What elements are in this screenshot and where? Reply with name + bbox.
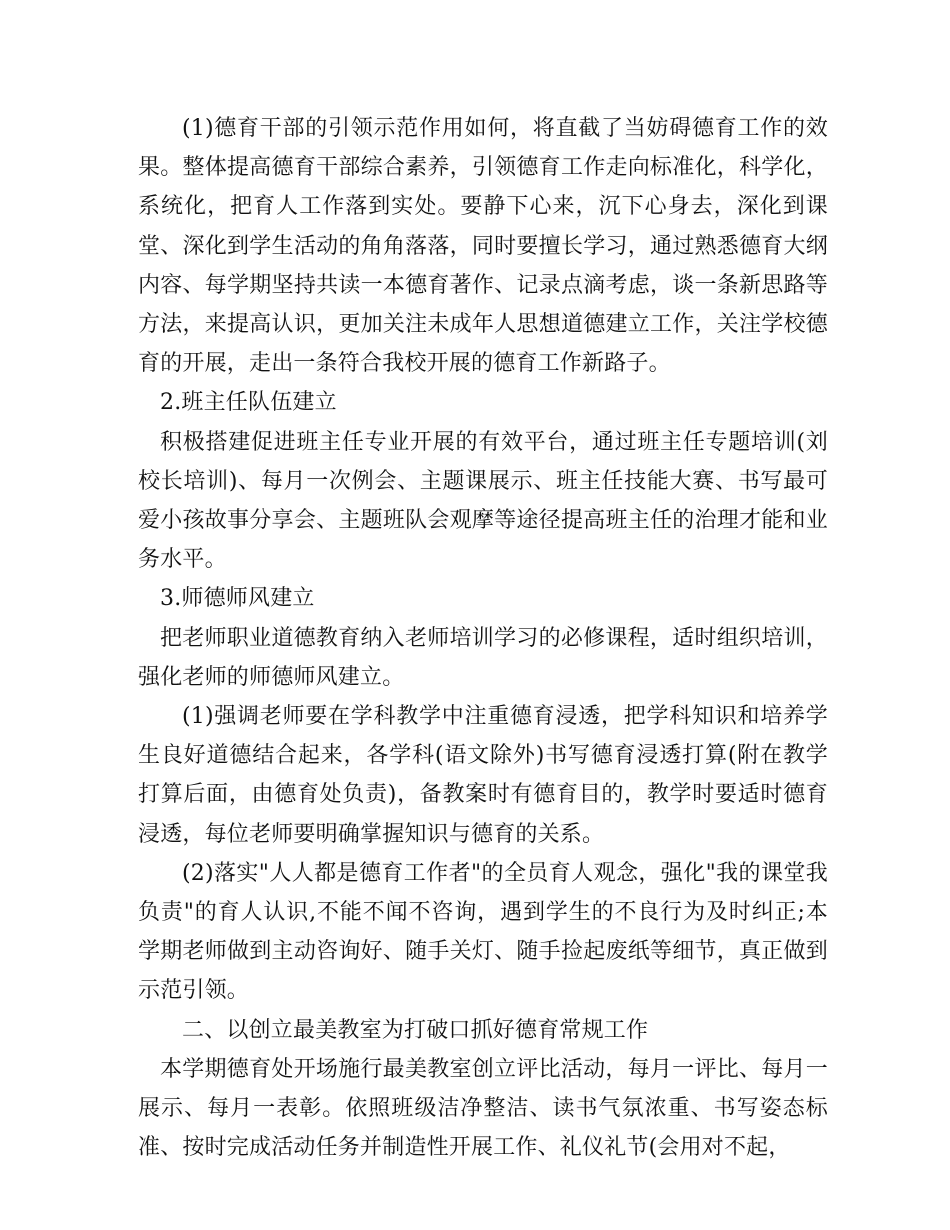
document-body	[138, 109, 828, 1167]
paragraph-teacher-ethics-training: 把老师职业道德教育纳入老师培训学习的必修课程，适时组织培训，强化老师的师德师风建立。	[138, 625, 828, 690]
paragraph-all-staff-education: (2)落实"人人都是德育工作者"的全员育人观念，强化"我的课堂我负责"的育人认识,不能不闻不咨询，遇到学生的不良行为及时纠正;本学期老师做到主动咨询好、随手关灯、随手捡起废纸等细节，真正做到示范引领。	[138, 860, 828, 1004]
section-heading-teacher-ethics: 3.师德师风建立	[160, 586, 315, 612]
section-heading-best-classroom: 二、以创立最美教室为打破口抓好德育常规工作	[182, 1017, 649, 1043]
paragraph-head-teacher-platform: 积极搭建促进班主任专业开展的有效平台，通过班主任专题培训(刘校长培训)、每月一次例会、主题课展示、班主任技能大赛、书写最可爱小孩故事分享会、主题班队会观摩等途径提高班主任的治理才能和业务水平。	[138, 429, 828, 573]
section-heading-head-teacher-team: 2.班主任队伍建立	[160, 390, 337, 416]
paragraph-best-classroom-activity: 本学期德育处开场施行最美教室创立评比活动，每月一评比、每月一展示、每月一表彰。依照班级洁净整洁、读书气氛浓重、书写姿态标准、按时完成活动任务并制造性开展工作、礼仪礼节(会用对不起，	[138, 1056, 828, 1161]
paragraph-subject-moral-education: (1)强调老师要在学科教学中注重德育浸透，把学科知识和培养学生良好道德结合起来，各学科(语文除外)书写德育浸透打算(附在教学打算后面，由德育处负责)，备教案时有德育目的，教学时要适时德育浸透，每位老师要明确掌握知识与德育的关系。	[138, 704, 828, 847]
paragraph-cadre-role: (1)德育干部的引领示范作用如何，将直截了当妨碍德育工作的效果。整体提高德育干部综合素养，引领德育工作走向标准化，科学化，系统化，把育人工作落到实处。要静下心来，沉下心身去，深化到课堂、深化到学生活动的角角落落，同时要擅长学习，通过熟悉德育大纲内容、每学期坚持共读一本德育著作、记录点滴考虑，谈一条新思路等方法，来提高认识，更加关注未成年人思想道德建立工作，关注学校德育的开展，走出一条符合我校开展的德育工作新路子。	[138, 116, 828, 377]
